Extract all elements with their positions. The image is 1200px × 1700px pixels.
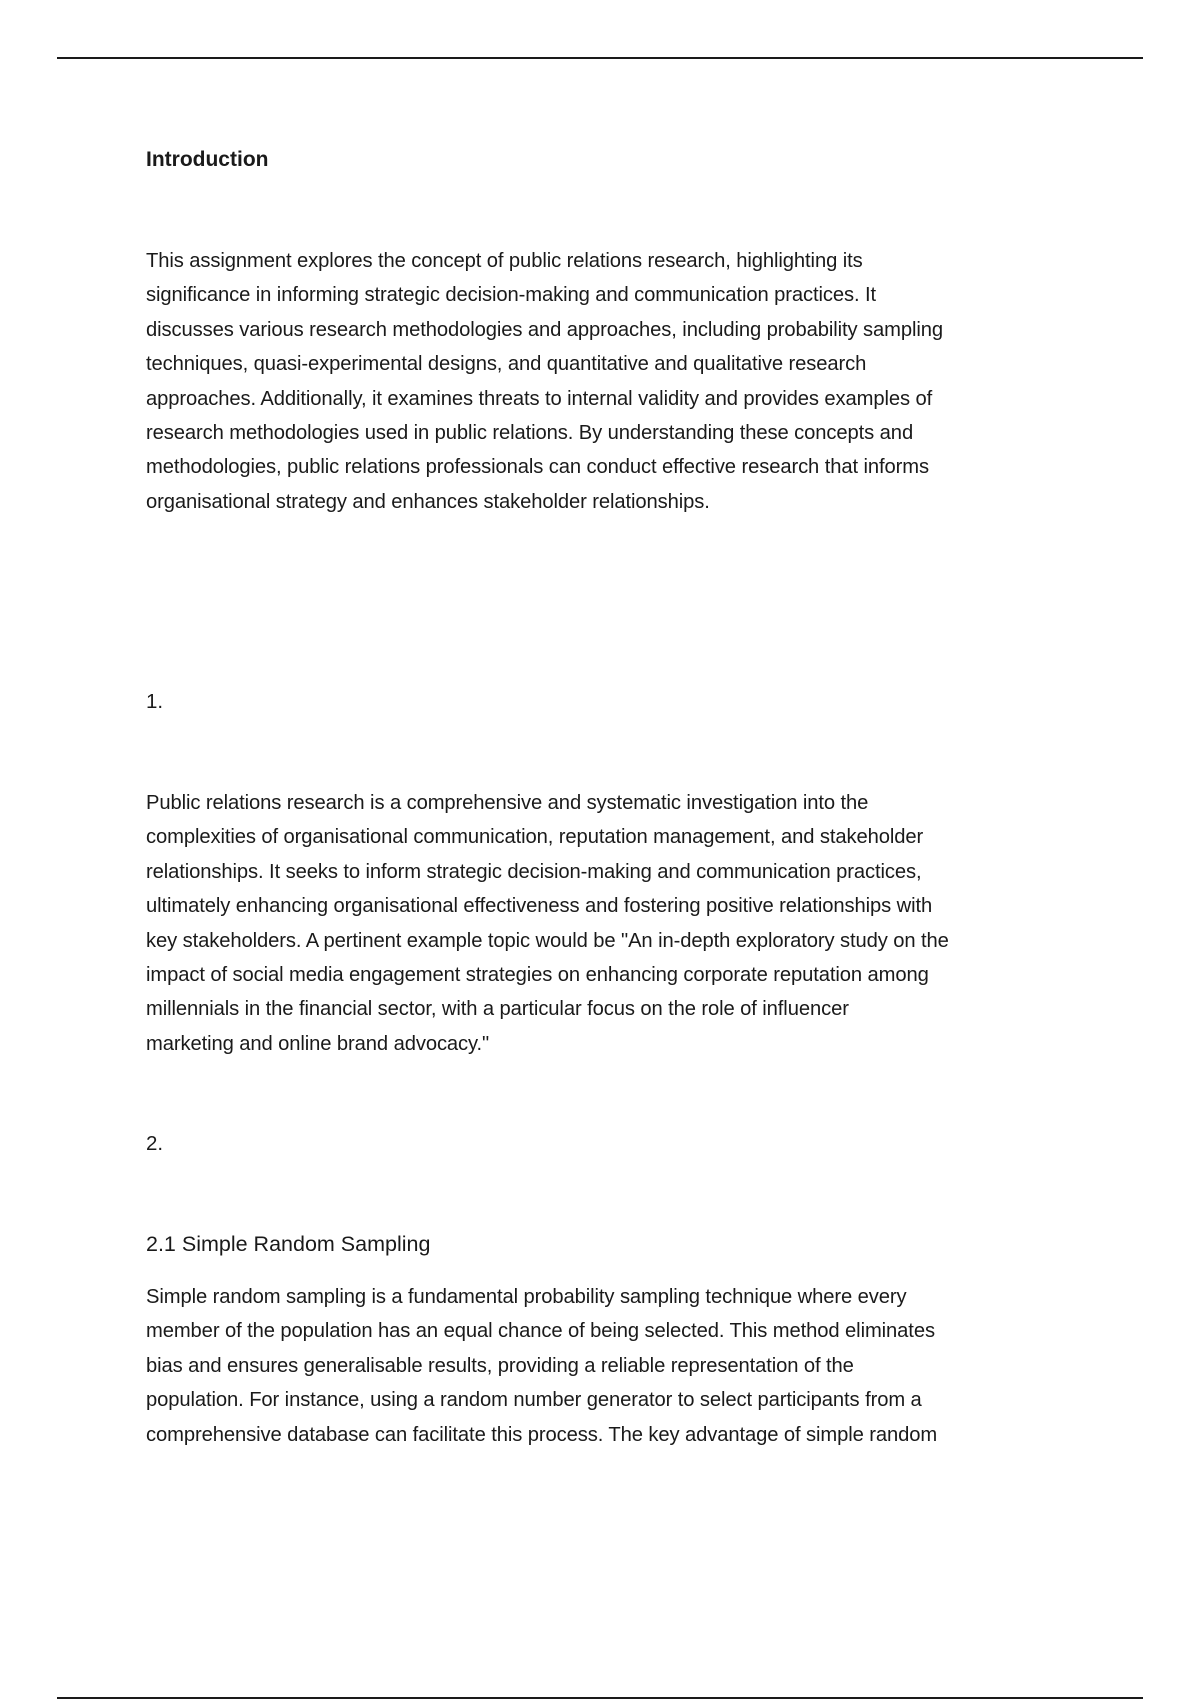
bottom-rule [57, 1697, 1143, 1699]
top-rule [57, 57, 1143, 59]
section1-number: 1. [146, 690, 164, 713]
intro-heading: Introduction [146, 148, 269, 171]
section2-1-heading: 2.1 Simple Random Sampling [146, 1232, 431, 1256]
section1-paragraph: Public relations research is a comprehensive and systematic investigation into the complexities of organisational communication, reputation management, and stakeholder relationships. It seeks to inform strategic decision-making and communication practices, ultimately enhancing organisational effectiveness and fostering positive relationships with key stakeholders. A pertinent example topic would be "An in-depth exploratory study on the impact of social media engagement strategies on enhancing corporate reputation among millennials in the financial sector, with a particular focus on the role of influencer marketing and online brand advocacy." [146, 792, 949, 1055]
section2-number: 2. [146, 1132, 164, 1155]
section2-1-paragraph: Simple random sampling is a fundamental probability sampling technique where every member of the population has an equal chance of being selected. This method eliminates bias and ensures generalisable results, providing a reliable representation of the population. For instance, using a random number generator to select participants from a comprehensive database can facilitate this process. The key advantage of simple random [146, 1286, 938, 1446]
intro-paragraph: This assignment explores the concept of public relations research, highlighting its significance in informing strategic decision-making and communication practices. It discusses various research methodologies and approaches, including probability sampling techniques, quasi-experimental designs, and quantitative and qualitative research approaches. Additionally, it examines threats to internal validity and provides examples of research methodologies used in public relations. By understanding these concepts and methodologies, public relations professionals can conduct effective research that informs organisational strategy and enhances stakeholder relationships. [146, 250, 944, 513]
